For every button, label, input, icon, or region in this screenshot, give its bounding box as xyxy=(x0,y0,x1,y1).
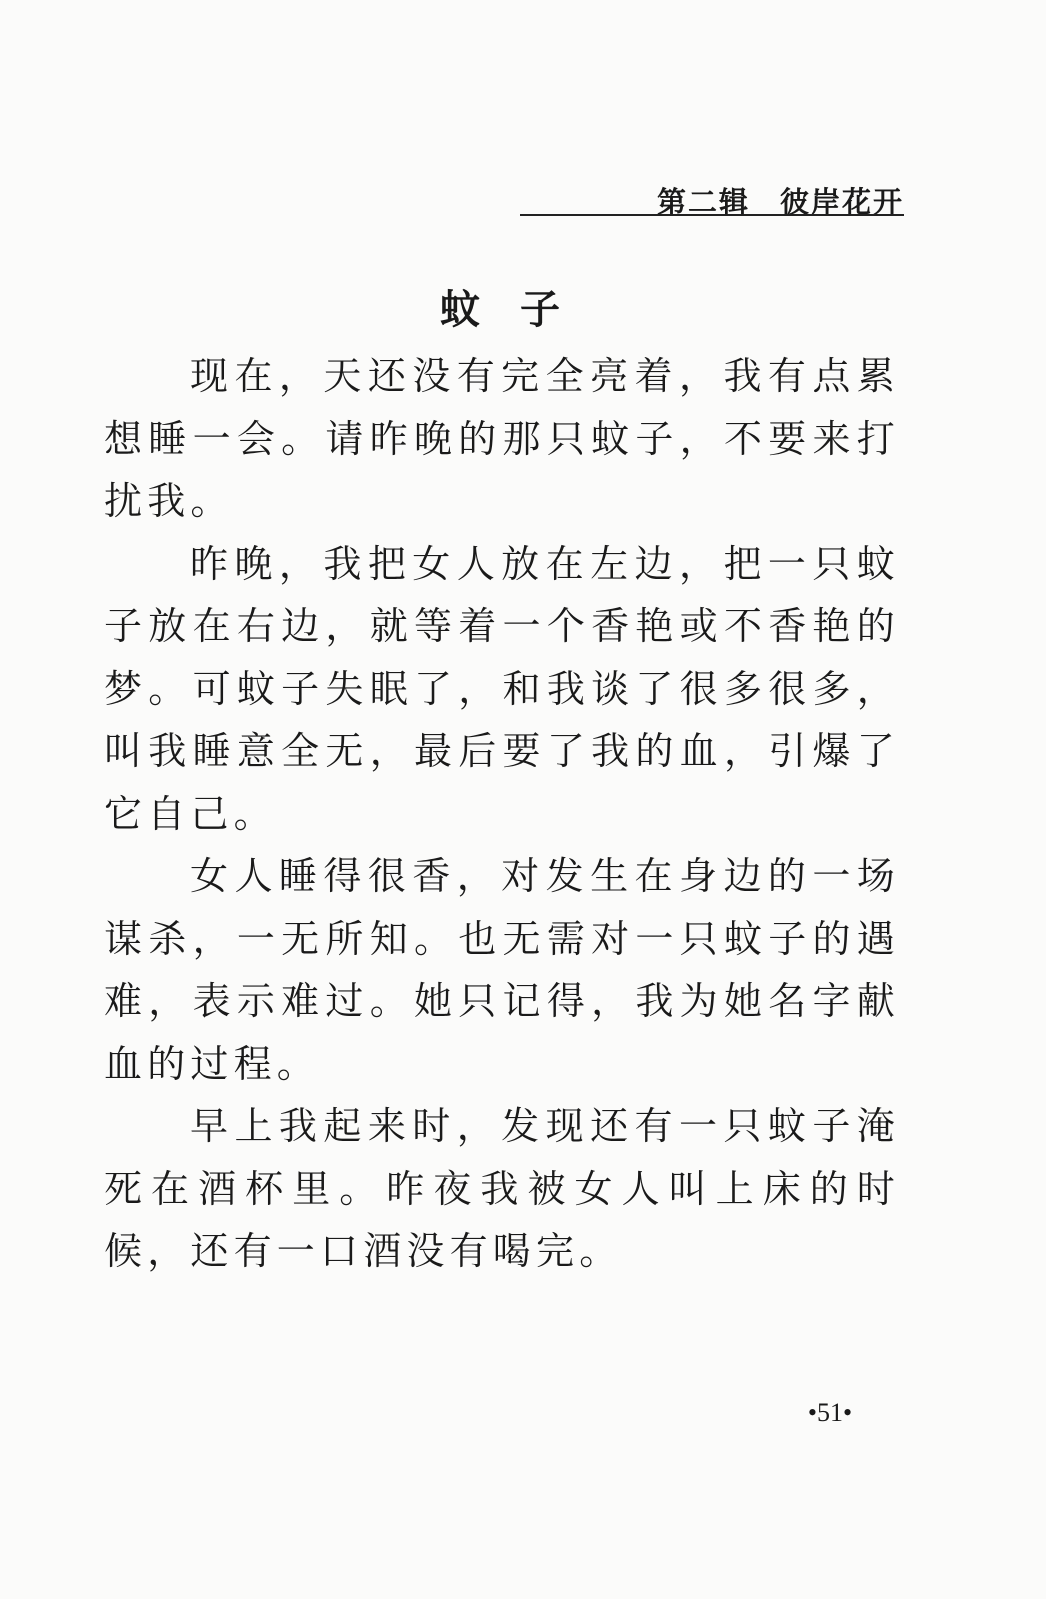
paragraph-4: 早上我起来时，发现还有一只蚊子淹死在酒杯里。昨夜我被女人叫上床的时候，还有一口酒没有喝完。 xyxy=(104,1104,900,1273)
article-body xyxy=(104,345,900,1283)
header-rule xyxy=(520,214,904,216)
page-number: •51• xyxy=(807,1398,853,1427)
section-title: 彼岸花开 xyxy=(779,185,904,219)
section-label: 第二辑 xyxy=(656,185,750,219)
paragraph-1: 现在，天还没有完全亮着，我有点累想睡一会。请昨晚的那只蚊子，不要来打扰我。 xyxy=(104,354,900,523)
paragraph-2: 昨晚，我把女人放在左边，把一只蚊子放在右边，就等着一个香艳或不香艳的梦。可蚊子失眠了，和我谈了很多很多，叫我睡意全无，最后要了我的血，引爆了它自己。 xyxy=(104,541,900,836)
paragraph-3: 女人睡得很香，对发生在身边的一场谋杀，一无所知。也无需对一只蚊子的遇难，表示难过。她只记得，我为她名字献血的过程。 xyxy=(104,854,900,1086)
article-title: 蚊子 xyxy=(440,286,600,333)
